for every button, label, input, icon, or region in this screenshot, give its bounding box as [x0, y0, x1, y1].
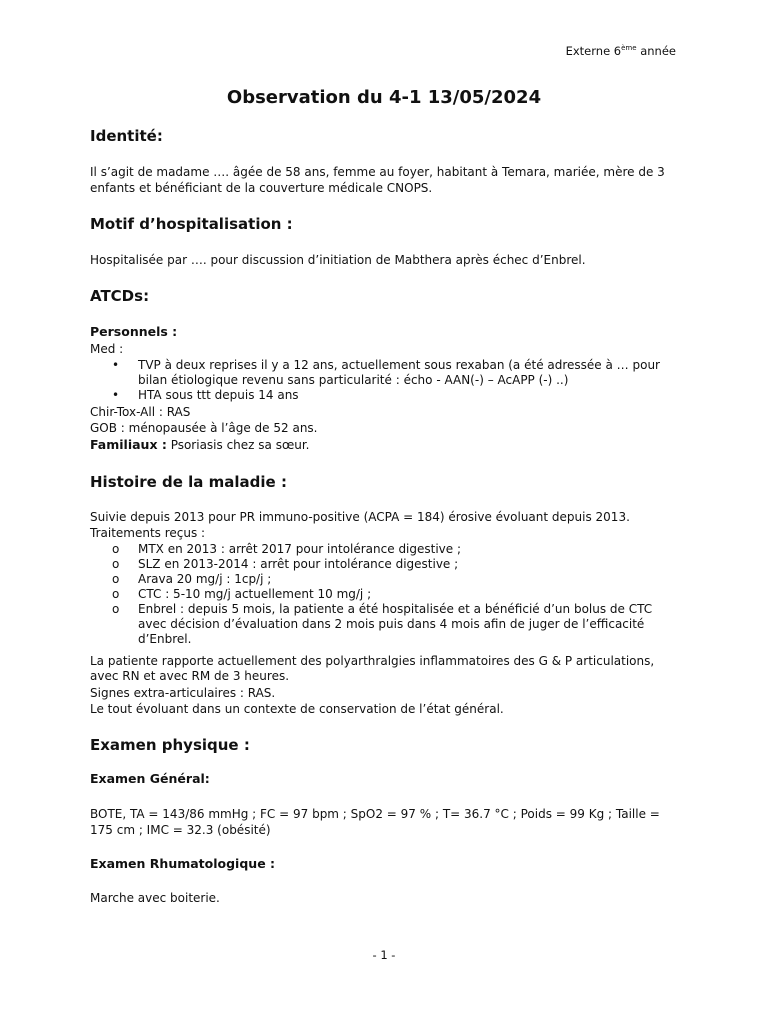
circle-bullet-icon: o — [112, 602, 120, 616]
list-item — [90, 358, 680, 388]
motif-heading: Motif d’hospitalisation : — [90, 215, 293, 233]
page-number: - 1 - — [372, 948, 396, 962]
page-title: Observation du 4-1 13/05/2024 — [226, 87, 542, 108]
gob-line: GOB : ménopausée à l’âge de 52 ans. — [90, 421, 318, 435]
med-item-text: HTA sous ttt depuis 14 ans — [138, 388, 299, 402]
traitement-text: CTC : 5-10 mg/j actuellement 10 mg/j ; — [138, 587, 372, 601]
examen-rhumato-heading: Examen Rhumatologique : — [90, 856, 276, 871]
list-item — [90, 542, 680, 557]
signes-text: Signes extra-articulaires : RAS. — [90, 686, 276, 700]
examen-rhumato-text: Marche avec boiterie. — [90, 891, 220, 905]
histoire-intro: Suivie depuis 2013 pour PR immuno-positive (ACPA = 184) érosive évoluant depuis 2013. — [90, 510, 630, 524]
personnels-heading: Personnels : — [90, 324, 178, 339]
bullet-icon: • — [112, 358, 120, 372]
motif-text: Hospitalisée par …. pour discussion d’initiation de Mabthera après échec d’Enbrel. — [90, 253, 586, 267]
atcds-heading: ATCDs: — [90, 287, 150, 305]
page-header — [566, 44, 676, 58]
identite-text: Il s’agit de madame …. âgée de 58 ans, femme au foyer, habitant à Temara, mariée, mère de 3 enfants et bénéficiant de la couverture médicale CNOPS. — [90, 165, 665, 195]
histoire-heading: Histoire de la maladie : — [90, 473, 287, 491]
circle-bullet-icon: o — [112, 587, 120, 601]
traitement-text: SLZ en 2013-2014 : arrêt pour intolérance digestive ; — [138, 557, 459, 571]
list-item — [90, 587, 680, 602]
tout-text: Le tout évoluant dans un contexte de conservation de l’état général. — [90, 702, 504, 716]
traitements-label: Traitements reçus : — [90, 526, 206, 540]
list-item — [90, 388, 680, 403]
examen-general-heading: Examen Général: — [90, 771, 210, 786]
identite-heading: Identité: — [90, 127, 163, 145]
traitement-text: MTX en 2013 : arrêt 2017 pour intolérance digestive ; — [138, 542, 462, 556]
circle-bullet-icon: o — [112, 542, 120, 556]
traitement-text: Enbrel : depuis 5 mois, la patiente a été hospitalisée et a bénéficié d’un bolus de CTC avec décision d’évaluation dans 2 mois puis dans 4 mois afin de juger de l’efficacité d’Enbrel. — [138, 602, 653, 646]
header-suffix: année — [636, 44, 676, 58]
familiaux-label: Familiaux : — [90, 437, 167, 452]
header-prefix: Externe 6 — [565, 44, 622, 58]
chir-line: Chir-Tox-All : RAS — [90, 405, 191, 419]
med-list — [90, 358, 680, 403]
med-item-text: TVP à deux reprises il y a 12 ans, actuellement sous rexaban (a été adressée à … pour bilan étiologique revenu sans particularité : écho - AAN(-) – AcAPP (-) ..) — [138, 358, 660, 387]
bullet-icon: • — [112, 388, 120, 402]
rapporte-text: La patiente rapporte actuellement des polyarthralgies inflammatoires des G & P articulations, avec RN et avec RM de 3 heures. — [90, 654, 655, 683]
familiaux-line — [90, 437, 309, 453]
examen-heading: Examen physique : — [90, 736, 250, 754]
list-item — [90, 572, 680, 587]
med-label: Med : — [90, 342, 124, 356]
traitements-list — [90, 542, 680, 647]
header-sup: ème — [621, 44, 637, 53]
list-item — [90, 602, 680, 647]
list-item — [90, 557, 680, 572]
traitement-text: Arava 20 mg/j : 1cp/j ; — [138, 572, 272, 586]
examen-general-text: BOTE, TA = 143/86 mmHg ; FC = 97 bpm ; SpO2 = 97 % ; T= 36.7 °C ; Poids = 99 Kg ; Taille = 175 cm ; IMC = 32.3 (obésité) — [90, 807, 660, 837]
familiaux-text: Psoriasis chez sa sœur. — [166, 438, 310, 452]
circle-bullet-icon: o — [112, 572, 120, 586]
circle-bullet-icon: o — [112, 557, 120, 571]
